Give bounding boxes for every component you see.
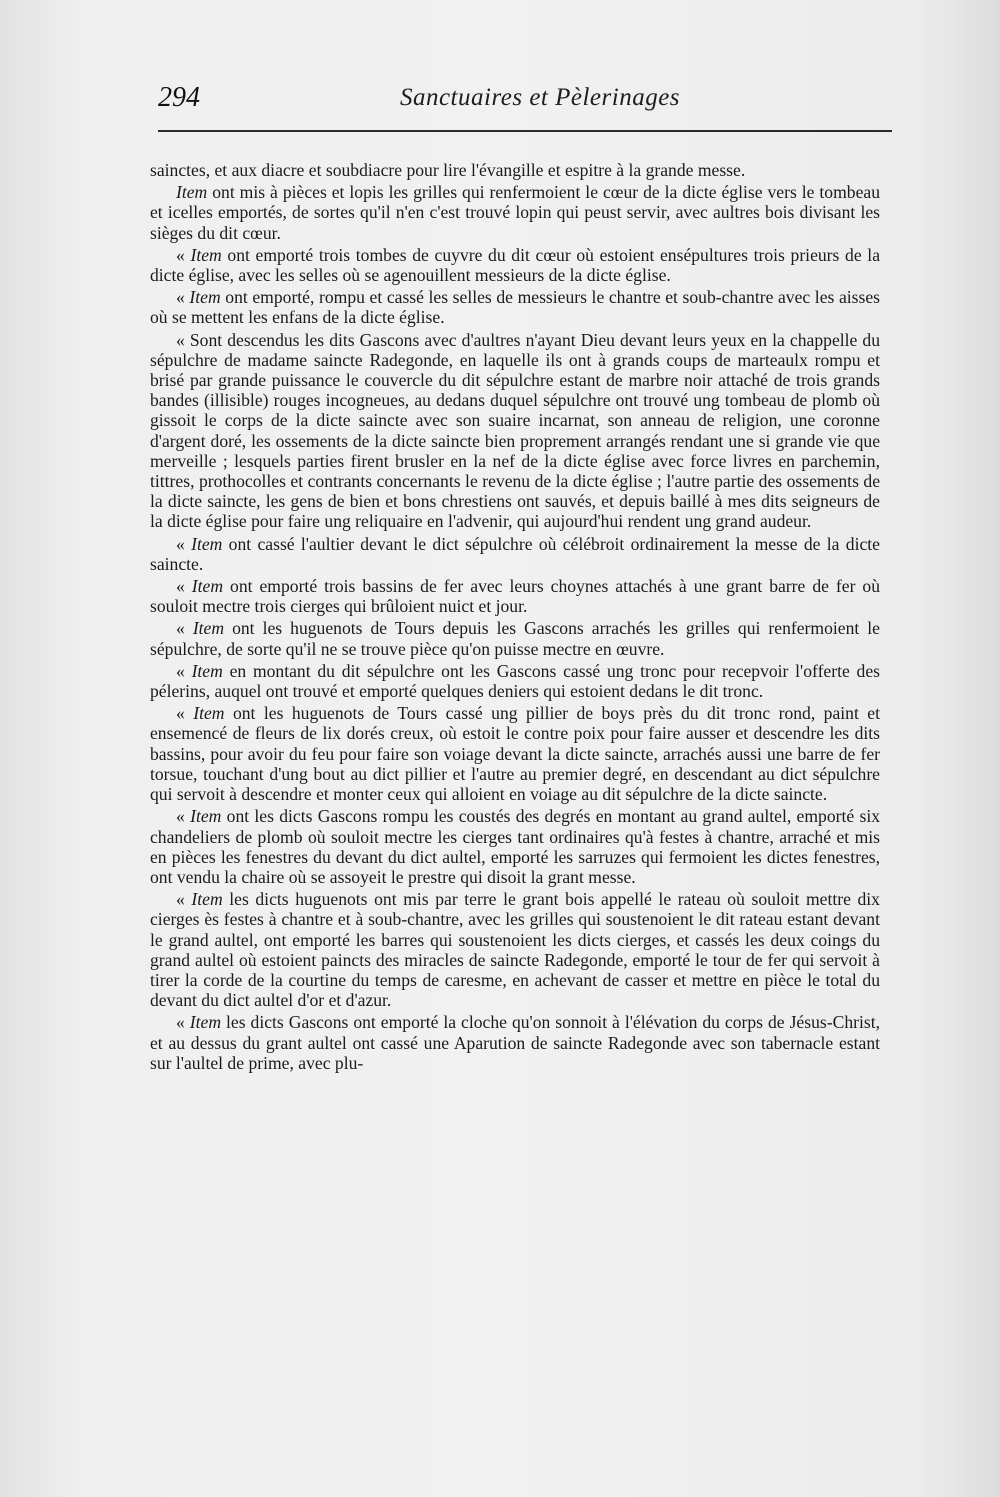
paragraph: « Item ont les dicts Gascons rompu les coustés des degrés en montant au grand aultel, emporté six chandeliers de plomb où souloit mectre les cierges tant ordinaires qu'à festes à chantre, arraché et mis en pièces les fenestres du devant du dict aultel, emporté les sarruzes qui fermoient les dictes fenestres, ont vendu la chaire où se assoyeit le prestre qui disoit la grant messe. (150, 806, 881, 887)
item-keyword: Item (191, 889, 223, 910)
running-title: Sanctuaires et Pèlerinages (399, 84, 681, 111)
paragraph: « Item ont les huguenots de Tours cassé ung pillier de boys près du dit tronc rond, paint et ensemencé de fleurs de lix dorés creux, où estoit le contre poix pour faire ausser et descendre les dits bassins, pour avoir du feu pour faire son voiage devant la dicte saincte, arrachés aussi une barre de fer torsue, touchant d'ung bout au dict pillier et l'autre au premier degré, en descendant au dict sépulchre qui servoit à descendre et monter ceux qui alloient en voiage au dit sépulchre de la dicte saincte. (150, 703, 880, 805)
item-keyword: Item (189, 1012, 222, 1033)
item-keyword: Item (192, 618, 225, 639)
item-keyword: Item (191, 576, 224, 597)
paragraph: « Item les dicts huguenots ont mis par terre le grant bois appellé le rateau où souloit mettre dix cierges ès festes à chantre et à soub-chantre, avec les grilles qui soustenoient le dit rateau estant devant le grand aultel, ont emporté les barres qui soustenoient les dicts cierges, et cassés les deux coings du grand aultel où estoient paincts des miracles de saincte Radegonde, emporté le tour de fer qui servoit à tirer la corde de la courtine du temps de caresme, en achevant de casser et mettre en pièce le total du devant du dict aultel d'or et d'azur. (150, 889, 880, 1011)
item-keyword: Item (176, 182, 208, 203)
paragraph: « Item ont les huguenots de Tours depuis les Gascons arrachés les grilles qui renfermoient le sépulchre, de sorte qu'il ne se trouve pièce qu'on puisse mectre en œuvre. (150, 618, 880, 659)
page-number: 294 (158, 82, 200, 113)
item-keyword: Item (190, 244, 222, 265)
header-rule (158, 130, 892, 132)
paragraph: « Item ont emporté, rompu et cassé les selles de messieurs le chantre et soub-chantre avec les aisses où se mettent les enfans de la dicte église. (150, 287, 880, 328)
item-keyword: Item (190, 806, 222, 827)
paragraph: « Item ont emporté trois tombes de cuyvre du dit cœur où estoient ensépultures trois prieurs de la dicte église, avec les selles où se agenouillent messieurs de la dicte église. (150, 244, 881, 286)
item-keyword: Item (193, 703, 225, 724)
paragraph: sainctes, et aux diacre et soubdiacre pour lire l'évangille et espitre à la grande messe. (150, 160, 746, 180)
paragraph: « Item les dicts Gascons ont emporté la cloche qu'on sonnoit à l'élévation du corps de Jésus-Christ, et au dessus du grant aultel ont cassé une Aparution de saincte Radegonde avec son tabernacle estant sur l'aultel de prime, avec plu- (150, 1012, 880, 1073)
item-keyword: Item (191, 533, 223, 554)
paragraph: « Item ont cassé l'aultier devant le dict sépulchre où célébroit ordinairement la messe de la dicte saincte. (150, 533, 880, 574)
page-header (158, 82, 892, 126)
body-text (150, 160, 880, 1075)
paragraph: « Item en montant du dit sépulchre ont les Gascons cassé ung tronc pour recepvoir l'offerte des pélerins, auquel ont trouvé et emporté quelques deniers qui estoient dedans le dit tronc. (150, 660, 880, 702)
paragraph: « Sont descendus les dits Gascons avec d'aultres n'ayant Dieu devant leurs yeux en la chappelle du sépulchre de madame saincte Radegonde, en laquelle ils ont à grands coups de marteaulx rompu et brisé par grande puissance le couvercle du dit sépulchre estant de marbre noir attaché de trois grands bandes (illisible) rouges incogneues, au dedans duquel sépulchre ont trouvé ung tombeau de plomb où gissoit le corps de la dicte saincte avec son suaire incarnat, son anneau de religion, une coronne d'argent doré, les ossements de la dicte saincte bien proprement arrangés rendant une si grande vie que merveille ; lesquels parties firent brusler en la nef de la dicte église avec force livres en parchemin, tittres, prothocolles et contrants concernants le revenu de la dicte église ; l'autre partie des ossements de la dicte saincte, les gens de bien et bons chrestiens ont sauvés, et depuis baillé à mes dits seigneurs de la dicte église pour faire ung reliquaire en l'advenir, qui aujourd'hui rendent ung grand audeur. (150, 329, 880, 532)
paragraph: « Item ont emporté trois bassins de fer avec leurs choynes attachés à une grant barre de fer où souloit mectre trois cierges qui brûloient nuict et jour. (150, 576, 880, 617)
item-keyword: Item (189, 287, 221, 308)
paragraph: Item ont mis à pièces et lopis les grilles qui renfermoient le cœur de la dicte église vers le tombeau et icelles emportés, de sortes qu'il n'en c'est trouvé lopin qui peust servir, avec aultres bois divisant les sièges du dit cœur. (150, 182, 880, 243)
item-keyword: Item (191, 660, 223, 681)
